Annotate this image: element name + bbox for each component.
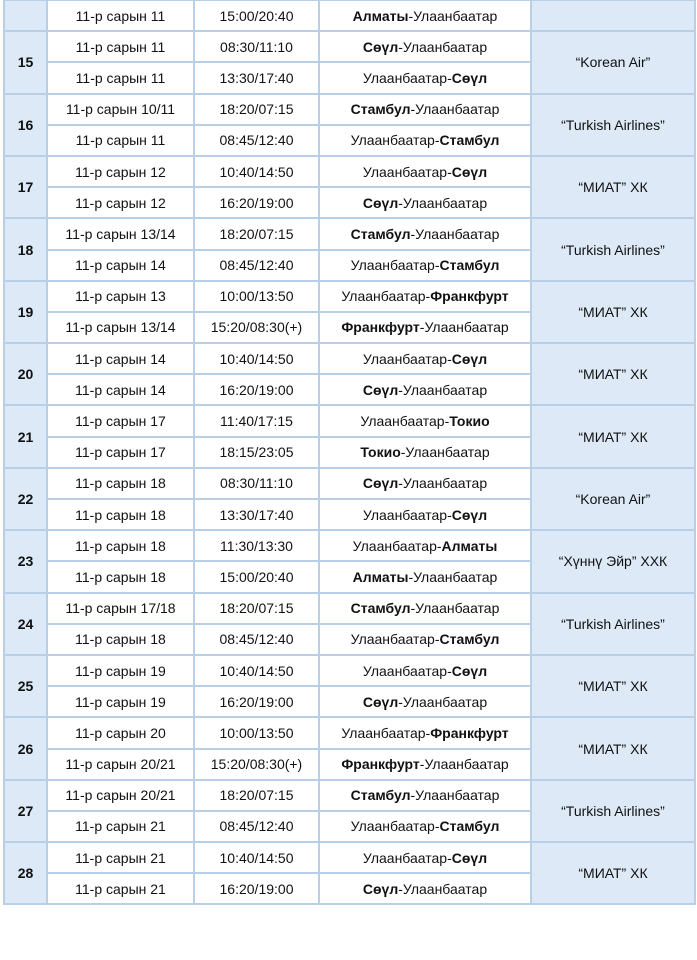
- route-normal-part: Улаанбаатар-: [350, 132, 440, 149]
- route-bold-part: Сөүл: [451, 662, 488, 679]
- table-row: [4, 281, 695, 312]
- route-cell: [319, 655, 531, 686]
- row-number-cell: 15: [4, 31, 47, 93]
- airline-cell: “Turkish Airlines”: [531, 94, 695, 156]
- time-cell: 08:45/12:40: [194, 125, 319, 156]
- row-number-cell: 18: [4, 218, 47, 280]
- time-cell: 08:30/11:10: [194, 31, 319, 62]
- route-cell: [319, 499, 531, 530]
- time-cell: 15:20/08:30(+): [194, 749, 319, 780]
- route-cell: [319, 125, 531, 156]
- route-normal-part: Улаанбаатар-: [360, 413, 450, 430]
- airline-cell: “МИАТ” ХК: [531, 405, 695, 467]
- route-cell: [319, 62, 531, 93]
- time-cell: 08:45/12:40: [194, 624, 319, 655]
- route-normal-part: -Улаанбаатар: [398, 38, 488, 55]
- route-cell: [319, 780, 531, 811]
- route-bold-part: Алматы: [441, 537, 498, 554]
- route-bold-part: Стамбул: [439, 257, 500, 274]
- route-normal-part: Улаанбаатар-: [350, 631, 440, 648]
- route-normal-part: Улаанбаатар-: [350, 818, 440, 835]
- row-number-cell: 25: [4, 655, 47, 717]
- route-bold-part: Сөүл: [451, 849, 488, 866]
- route-bold-part: Стамбул: [350, 787, 411, 804]
- date-cell: 11-р сарын 13: [47, 281, 194, 312]
- date-cell: 11-р сарын 18: [47, 499, 194, 530]
- route-normal-part: Улаанбаатар-: [362, 849, 452, 866]
- date-cell: 11-р сарын 18: [47, 624, 194, 655]
- route-bold-part: Токио: [449, 413, 490, 430]
- date-cell: 11-р сарын 12: [47, 156, 194, 187]
- date-cell: 11-р сарын 18: [47, 530, 194, 561]
- route-normal-part: Улаанбаатар-: [362, 506, 452, 523]
- date-cell: 11-р сарын 18: [47, 561, 194, 592]
- route-normal-part: -Улаанбаатар: [400, 444, 490, 461]
- table-row: [4, 717, 695, 748]
- route-cell: [319, 312, 531, 343]
- route-cell: [319, 187, 531, 218]
- route-cell: [319, 561, 531, 592]
- row-number-cell: 24: [4, 593, 47, 655]
- route-bold-part: Сөүл: [362, 475, 399, 492]
- time-cell: 18:20/07:15: [194, 94, 319, 125]
- time-cell: 10:00/13:50: [194, 281, 319, 312]
- date-cell: 11-р сарын 14: [47, 343, 194, 374]
- route-bold-part: Стамбул: [439, 132, 500, 149]
- route-bold-part: Сөүл: [451, 163, 488, 180]
- route-normal-part: -Улаанбаатар: [398, 381, 488, 398]
- time-cell: 15:00/20:40: [194, 0, 319, 31]
- route-bold-part: Франкфурт: [430, 288, 509, 305]
- flight-schedule-table: [3, 0, 696, 905]
- date-cell: 11-р сарын 20/21: [47, 780, 194, 811]
- route-cell: [319, 530, 531, 561]
- date-cell: 11-р сарын 20/21: [47, 749, 194, 780]
- route-cell: [319, 218, 531, 249]
- route-normal-part: Улаанбаатар-: [350, 257, 440, 274]
- route-normal-part: -Улаанбаатар: [410, 600, 500, 617]
- route-cell: [319, 593, 531, 624]
- time-cell: 15:20/08:30(+): [194, 312, 319, 343]
- date-cell: 11-р сарын 13/14: [47, 218, 194, 249]
- date-cell: 11-р сарын 14: [47, 374, 194, 405]
- airline-cell: “МИАТ” ХК: [531, 281, 695, 343]
- date-cell: 11-р сарын 14: [47, 250, 194, 281]
- table-row: [4, 156, 695, 187]
- date-cell: 11-р сарын 13/14: [47, 312, 194, 343]
- time-cell: 08:30/11:10: [194, 468, 319, 499]
- route-cell: [319, 31, 531, 62]
- time-cell: 18:20/07:15: [194, 218, 319, 249]
- route-bold-part: Франкфурт: [341, 756, 420, 773]
- route-cell: [319, 156, 531, 187]
- route-normal-part: -Улаанбаатар: [398, 194, 488, 211]
- route-normal-part: Улаанбаатар-: [341, 288, 431, 305]
- route-normal-part: -Улаанбаатар: [410, 225, 500, 242]
- route-normal-part: -Улаанбаатар: [419, 756, 509, 773]
- table-row: [4, 31, 695, 62]
- row-number-cell: 21: [4, 405, 47, 467]
- time-cell: 08:45/12:40: [194, 250, 319, 281]
- route-cell: [319, 437, 531, 468]
- airline-cell: [531, 0, 695, 31]
- time-cell: 10:40/14:50: [194, 842, 319, 873]
- route-normal-part: Улаанбаатар-: [362, 163, 452, 180]
- date-cell: 11-р сарын 20: [47, 717, 194, 748]
- date-cell: 11-р сарын 19: [47, 655, 194, 686]
- route-bold-part: Токио: [360, 444, 401, 461]
- route-bold-part: Сөүл: [362, 880, 399, 897]
- route-normal-part: -Улаанбаатар: [398, 880, 488, 897]
- date-cell: 11-р сарын 19: [47, 686, 194, 717]
- route-cell: [319, 811, 531, 842]
- date-cell: 11-р сарын 17: [47, 437, 194, 468]
- table-row: [4, 405, 695, 436]
- table-row: [4, 655, 695, 686]
- date-cell: 11-р сарын 12: [47, 187, 194, 218]
- route-bold-part: Сөүл: [362, 693, 399, 710]
- date-cell: 11-р сарын 21: [47, 842, 194, 873]
- route-bold-part: Стамбул: [350, 225, 411, 242]
- route-normal-part: -Улаанбаатар: [408, 7, 498, 24]
- airline-cell: “МИАТ” ХК: [531, 842, 695, 904]
- row-number-cell: 26: [4, 717, 47, 779]
- date-cell: 11-р сарын 11: [47, 31, 194, 62]
- route-cell: [319, 250, 531, 281]
- route-bold-part: Франкфурт: [341, 319, 420, 336]
- route-bold-part: Сөүл: [451, 69, 488, 86]
- table-row: [4, 0, 695, 31]
- route-bold-part: Стамбул: [439, 818, 500, 835]
- route-cell: [319, 624, 531, 655]
- row-number-cell: 28: [4, 842, 47, 904]
- date-cell: 11-р сарын 11: [47, 62, 194, 93]
- route-bold-part: Сөүл: [451, 350, 488, 367]
- airline-cell: “МИАТ” ХК: [531, 717, 695, 779]
- time-cell: 10:40/14:50: [194, 156, 319, 187]
- time-cell: 08:45/12:40: [194, 811, 319, 842]
- route-normal-part: Улаанбаатар-: [362, 350, 452, 367]
- route-normal-part: -Улаанбаатар: [419, 319, 509, 336]
- table-row: [4, 842, 695, 873]
- route-bold-part: Сөүл: [362, 194, 399, 211]
- airline-cell: “Turkish Airlines”: [531, 780, 695, 842]
- time-cell: 10:40/14:50: [194, 343, 319, 374]
- time-cell: 13:30/17:40: [194, 62, 319, 93]
- route-normal-part: Улаанбаатар-: [362, 662, 452, 679]
- flight-schedule-body: [4, 0, 695, 904]
- route-bold-part: Сөүл: [451, 506, 488, 523]
- airline-cell: “Turkish Airlines”: [531, 593, 695, 655]
- route-normal-part: -Улаанбаатар: [410, 787, 500, 804]
- route-bold-part: Алматы: [352, 568, 409, 585]
- date-cell: 11-р сарын 21: [47, 873, 194, 904]
- route-cell: [319, 749, 531, 780]
- row-number-cell: 27: [4, 780, 47, 842]
- route-cell: [319, 0, 531, 31]
- route-normal-part: -Улаанбаатар: [398, 475, 488, 492]
- route-cell: [319, 842, 531, 873]
- row-number-cell: 19: [4, 281, 47, 343]
- time-cell: 16:20/19:00: [194, 374, 319, 405]
- table-row: [4, 218, 695, 249]
- route-cell: [319, 374, 531, 405]
- route-bold-part: Алматы: [352, 7, 409, 24]
- table-row: [4, 94, 695, 125]
- time-cell: 16:20/19:00: [194, 873, 319, 904]
- route-cell: [319, 343, 531, 374]
- airline-cell: “МИАТ” ХК: [531, 655, 695, 717]
- airline-cell: “Хүннү Эйр” ХХК: [531, 530, 695, 592]
- time-cell: 18:20/07:15: [194, 593, 319, 624]
- time-cell: 18:15/23:05: [194, 437, 319, 468]
- route-cell: [319, 468, 531, 499]
- date-cell: 11-р сарын 17/18: [47, 593, 194, 624]
- time-cell: 16:20/19:00: [194, 686, 319, 717]
- date-cell: 11-р сарын 17: [47, 405, 194, 436]
- route-bold-part: Сөүл: [362, 381, 399, 398]
- route-bold-part: Стамбул: [439, 631, 500, 648]
- route-cell: [319, 873, 531, 904]
- time-cell: 11:30/13:30: [194, 530, 319, 561]
- route-cell: [319, 686, 531, 717]
- table-row: [4, 780, 695, 811]
- route-bold-part: Франкфурт: [430, 724, 509, 741]
- time-cell: 10:00/13:50: [194, 717, 319, 748]
- route-normal-part: -Улаанбаатар: [398, 693, 488, 710]
- route-cell: [319, 717, 531, 748]
- airline-cell: “Turkish Airlines”: [531, 218, 695, 280]
- route-cell: [319, 281, 531, 312]
- route-cell: [319, 405, 531, 436]
- date-cell: 11-р сарын 11: [47, 0, 194, 31]
- route-normal-part: -Улаанбаатар: [408, 568, 498, 585]
- route-normal-part: -Улаанбаатар: [410, 101, 500, 118]
- row-number-cell: 23: [4, 530, 47, 592]
- route-bold-part: Стамбул: [350, 600, 411, 617]
- time-cell: 18:20/07:15: [194, 780, 319, 811]
- table-row: [4, 593, 695, 624]
- date-cell: 11-р сарын 18: [47, 468, 194, 499]
- date-cell: 11-р сарын 11: [47, 125, 194, 156]
- row-number-cell: 17: [4, 156, 47, 218]
- time-cell: 15:00/20:40: [194, 561, 319, 592]
- table-row: [4, 343, 695, 374]
- time-cell: 13:30/17:40: [194, 499, 319, 530]
- airline-cell: “МИАТ” ХК: [531, 343, 695, 405]
- time-cell: 10:40/14:50: [194, 655, 319, 686]
- time-cell: 16:20/19:00: [194, 187, 319, 218]
- airline-cell: “МИАТ” ХК: [531, 156, 695, 218]
- table-row: [4, 530, 695, 561]
- route-bold-part: Сөүл: [362, 38, 399, 55]
- airline-cell: “Korean Air”: [531, 468, 695, 530]
- table-row: [4, 468, 695, 499]
- time-cell: 11:40/17:15: [194, 405, 319, 436]
- row-number-cell: 20: [4, 343, 47, 405]
- route-cell: [319, 94, 531, 125]
- row-number-cell: 22: [4, 468, 47, 530]
- row-number-cell: 16: [4, 94, 47, 156]
- row-number-cell: [4, 0, 47, 31]
- route-normal-part: Улаанбаатар-: [362, 69, 452, 86]
- route-bold-part: Стамбул: [350, 101, 411, 118]
- date-cell: 11-р сарын 21: [47, 811, 194, 842]
- airline-cell: “Korean Air”: [531, 31, 695, 93]
- route-normal-part: Улаанбаатар-: [341, 724, 431, 741]
- route-normal-part: Улаанбаатар-: [352, 537, 442, 554]
- date-cell: 11-р сарын 10/11: [47, 94, 194, 125]
